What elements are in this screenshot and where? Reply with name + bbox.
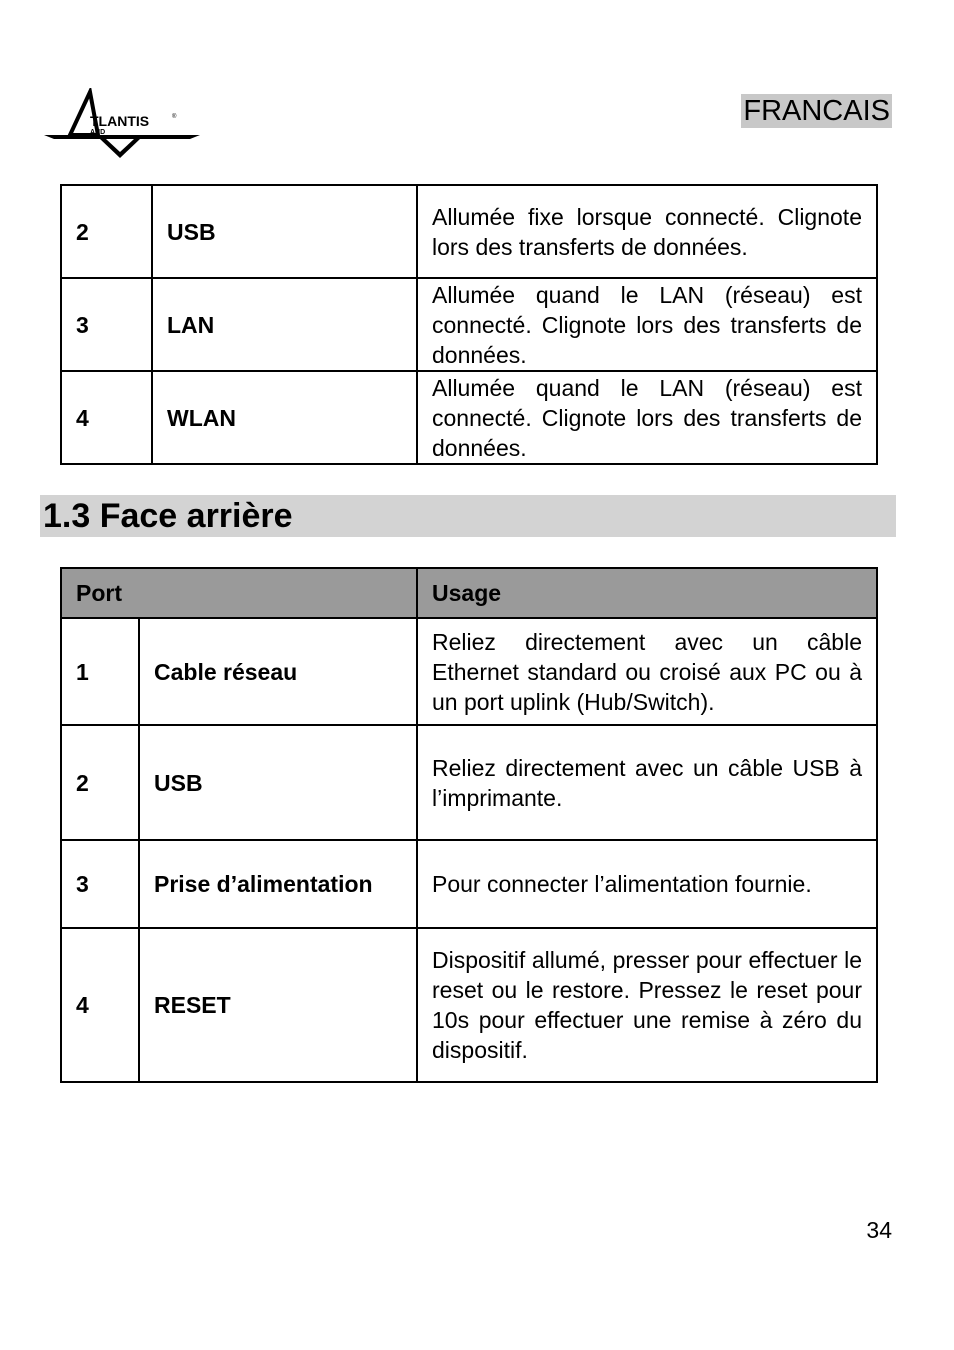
table-row bbox=[61, 185, 877, 278]
port-number: 1 bbox=[61, 618, 139, 725]
port-usage: Reliez directement avec un câble Ethernet standard ou croisé aux PC ou à un port uplink (Hub/Switch). bbox=[417, 618, 877, 725]
led-description: Allumée quand le LAN (réseau) est connecté. Clignote lors des transferts de données. bbox=[417, 278, 877, 371]
port-usage: Pour connecter l’alimentation fournie. bbox=[417, 840, 877, 928]
port-number: 4 bbox=[61, 928, 139, 1082]
port-number: 3 bbox=[61, 840, 139, 928]
svg-text:AND: AND bbox=[90, 129, 106, 136]
table-header-row bbox=[61, 568, 877, 618]
port-name: USB bbox=[139, 725, 417, 840]
rear-panel-table bbox=[60, 567, 878, 1083]
port-name: Cable réseau bbox=[139, 618, 417, 725]
atlantis-land-logo bbox=[40, 88, 204, 162]
led-number: 2 bbox=[61, 185, 152, 278]
table-row bbox=[61, 618, 877, 725]
page-number: 34 bbox=[866, 1217, 892, 1243]
port-name: Prise d’alimentation bbox=[139, 840, 417, 928]
led-name: USB bbox=[152, 185, 417, 278]
led-number: 4 bbox=[61, 371, 152, 464]
header-port: Port bbox=[61, 568, 417, 618]
led-name: WLAN bbox=[152, 371, 417, 464]
language-label: FRANCAIS bbox=[743, 95, 890, 127]
section-title: 1.3 Face arrière bbox=[40, 495, 896, 537]
table-row bbox=[61, 371, 877, 464]
led-status-table bbox=[60, 184, 878, 465]
port-number: 2 bbox=[61, 725, 139, 840]
svg-text:TLANTIS: TLANTIS bbox=[90, 113, 150, 129]
table-row bbox=[61, 278, 877, 371]
table-row bbox=[61, 928, 877, 1082]
table-row bbox=[61, 725, 877, 840]
port-usage: Reliez directement avec un câble USB à l’imprimante. bbox=[417, 725, 877, 840]
port-usage: Dispositif allumé, presser pour effectuer le reset ou le restore. Pressez le reset pour 10s pour effectuer une remise à zéro du dispositif. bbox=[417, 928, 877, 1082]
led-name: LAN bbox=[152, 278, 417, 371]
led-number: 3 bbox=[61, 278, 152, 371]
svg-text:®: ® bbox=[172, 114, 177, 120]
port-name: RESET bbox=[139, 928, 417, 1082]
led-description: Allumée fixe lorsque connecté. Clignote lors des transferts de données. bbox=[417, 185, 877, 278]
header-usage: Usage bbox=[417, 568, 877, 618]
led-description: Allumée quand le LAN (réseau) est connecté. Clignote lors des transferts de données. bbox=[417, 371, 877, 464]
table-row bbox=[61, 840, 877, 928]
